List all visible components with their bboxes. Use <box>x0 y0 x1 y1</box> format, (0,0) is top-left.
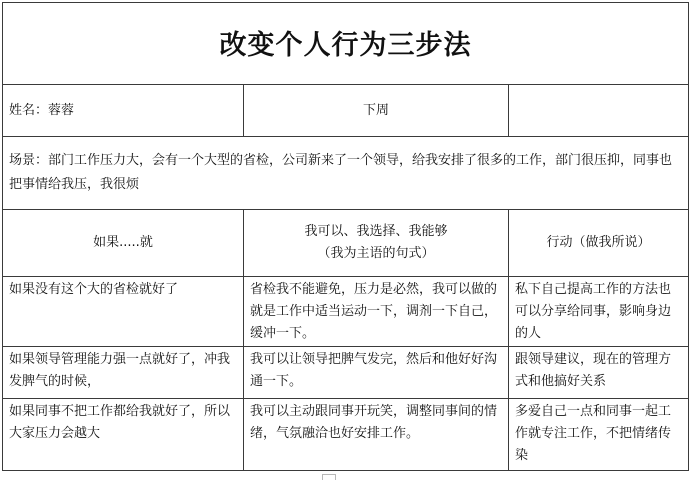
header-i-can-line2: （我为主语的句式） <box>317 246 435 261</box>
week-label-cell: 下周 <box>244 85 509 137</box>
page-edge-fragment <box>322 474 336 480</box>
if-cell: 如果领导管理能力强一点就好了，冲我发脾气的时候， <box>3 347 244 399</box>
document-title: 改变个人行为三步法 <box>3 3 689 85</box>
if-cell: 如果同事不把工作都给我就好了，所以大家压力会越大 <box>3 399 244 471</box>
action-cell: 跟领导建议，现在的管理方式和他搞好关系 <box>509 347 689 399</box>
can-cell: 我可以主动跟同事开玩笑，调整同事间的情绪，气氛融洽也好安排工作。 <box>244 399 509 471</box>
action-cell: 私下自己提高工作的方法也可以分享给同事，影响身边的人 <box>509 277 689 347</box>
table-row <box>3 347 689 399</box>
header-if-then: 如果.....就 <box>3 210 244 277</box>
scene-row <box>3 137 689 210</box>
action-cell: 多爱自己一点和同事一起工作就专注工作，不把情绪传染 <box>509 399 689 471</box>
behavior-worksheet-table <box>2 2 689 471</box>
can-cell: 省检我不能避免，压力是必然，我可以做的就是工作中适当运动一下，调剂一下自己，缓冲一下。 <box>244 277 509 347</box>
header-i-can <box>244 210 509 277</box>
title-row <box>3 3 689 85</box>
table-row <box>3 277 689 347</box>
header-row <box>3 210 689 277</box>
info-row <box>3 85 689 137</box>
if-cell: 如果没有这个大的省检就好了 <box>3 277 244 347</box>
scene-description: 场景：部门工作压力大，会有一个大型的省检，公司新来了一个领导，给我安排了很多的工作，部门很压抑，同事也把事情给我压，我很烦 <box>3 137 689 210</box>
header-action: 行动（做我所说） <box>509 210 689 277</box>
name-cell: 姓名：蓉蓉 <box>3 85 244 137</box>
header-i-can-line1: 我可以、我选择、我能够 <box>304 224 448 239</box>
week-value-cell <box>509 85 689 137</box>
table-row <box>3 399 689 471</box>
can-cell: 我可以让领导把脾气发完，然后和他好好沟通一下。 <box>244 347 509 399</box>
